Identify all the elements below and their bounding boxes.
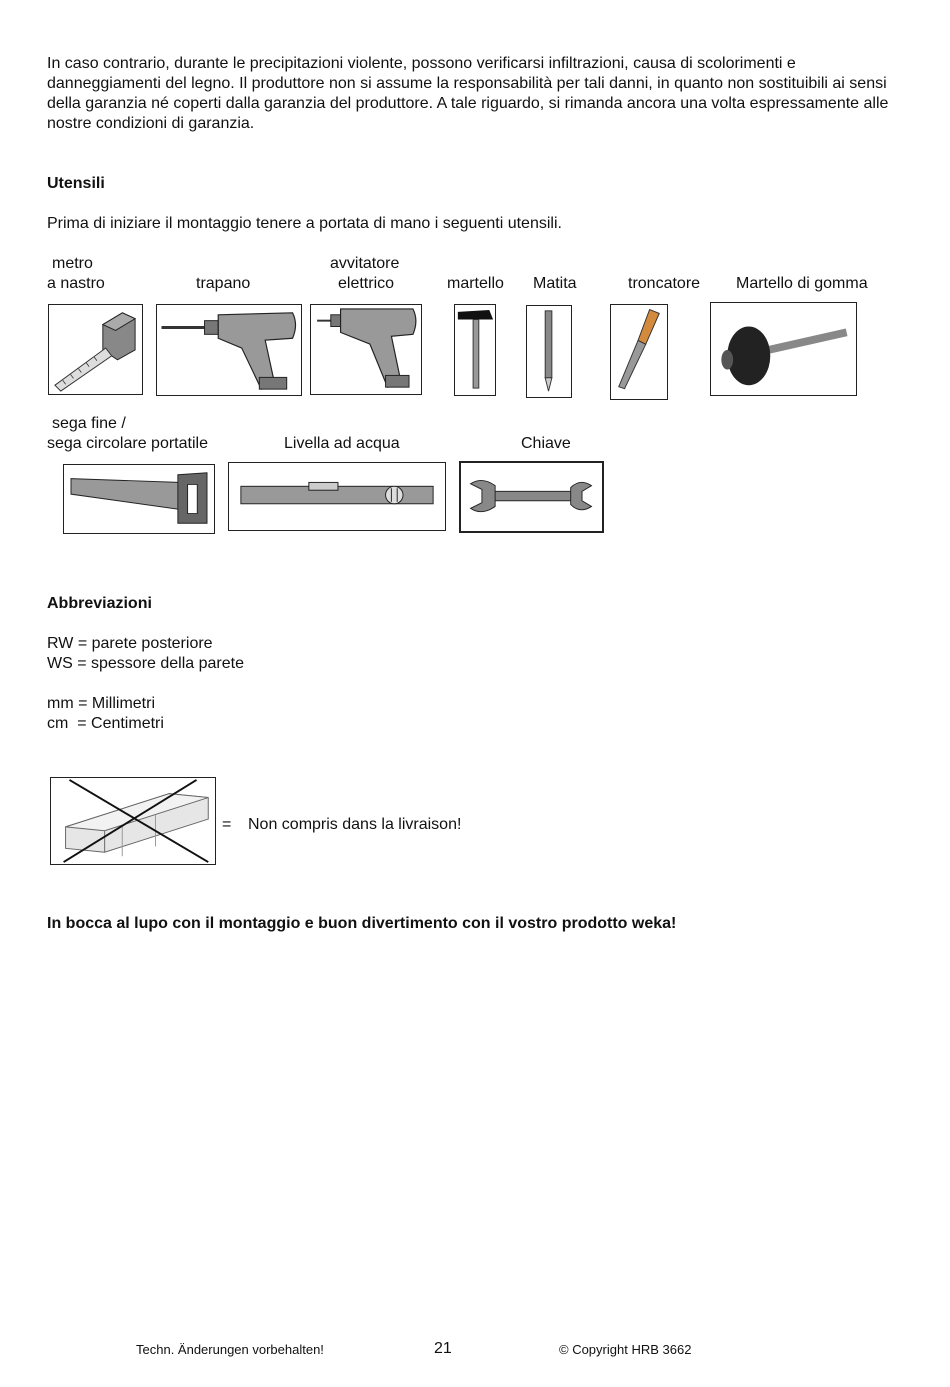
equals-sign: = — [222, 816, 232, 833]
closing-text: In bocca al lupo con il montaggio e buon divertimento con il vostro prodotto weka! — [47, 915, 677, 932]
spirit-level-icon — [228, 462, 446, 531]
footer-copyright: © Copyright HRB 3662 — [559, 1342, 692, 1357]
intro-paragraph: In caso contrario, durante le precipitazioni violente, possono verificarsi infiltrazioni, causa di scolorimenti e danneggiamenti del legno. Il produttore non si assume la responsabilità per tali danni, in quanto non sostituibili ai sensi della garanzia né coperti dalla garanzia del produttore. A tale riguardo, si rimanda ancora una volta espressamente alle nostre condizioni di garanzia. — [47, 55, 889, 132]
abbreviation-mm: mm = Millimetri — [47, 695, 155, 712]
drill-icon — [156, 304, 302, 396]
hammer-icon — [454, 304, 496, 396]
rubber-mallet-icon — [710, 302, 857, 396]
abbreviations-heading: Abbreviazioni — [47, 595, 152, 612]
tape-measure-icon — [48, 304, 143, 395]
pencil-icon — [526, 305, 572, 398]
page-number: 21 — [434, 1340, 452, 1357]
tool-label-tape-line2: a nastro — [47, 275, 105, 292]
tool-label-saw-line1: sega fine / — [52, 415, 126, 432]
cutter-icon — [610, 304, 668, 400]
tool-label-drill: trapano — [196, 275, 251, 292]
abbreviation-ws: WS = spessore della parete — [47, 655, 244, 672]
tool-label-saw-line2: sega circolare portatile — [47, 435, 208, 452]
electric-screwdriver-icon — [310, 304, 422, 395]
crossed-out-boards-icon — [50, 777, 216, 865]
tool-label-hammer: martello — [447, 275, 504, 292]
tools-intro: Prima di iniziare il montaggio tenere a portata di mano i seguenti utensili. — [47, 215, 562, 232]
wrench-icon — [459, 461, 604, 533]
tool-label-level: Livella ad acqua — [284, 435, 400, 452]
tools-heading: Utensili — [47, 175, 105, 192]
footer-disclaimer: Techn. Änderungen vorbehalten! — [136, 1342, 324, 1357]
tool-label-mallet: Martello di gomma — [736, 275, 868, 292]
tool-label-screwdriver-line2: elettrico — [338, 275, 395, 292]
abbreviation-rw: RW = parete posteriore — [47, 635, 213, 652]
tool-label-screwdriver-line1: avvitatore — [330, 255, 400, 272]
not-included-text: Non compris dans la livraison! — [248, 816, 462, 833]
saw-icon — [63, 464, 215, 534]
abbreviation-cm: cm = Centimetri — [47, 715, 164, 732]
tool-label-pencil: Matita — [533, 275, 577, 292]
tool-label-wrench: Chiave — [521, 435, 571, 452]
tool-label-tape-line1: metro — [52, 255, 93, 272]
tool-label-cutter: troncatore — [628, 275, 701, 292]
